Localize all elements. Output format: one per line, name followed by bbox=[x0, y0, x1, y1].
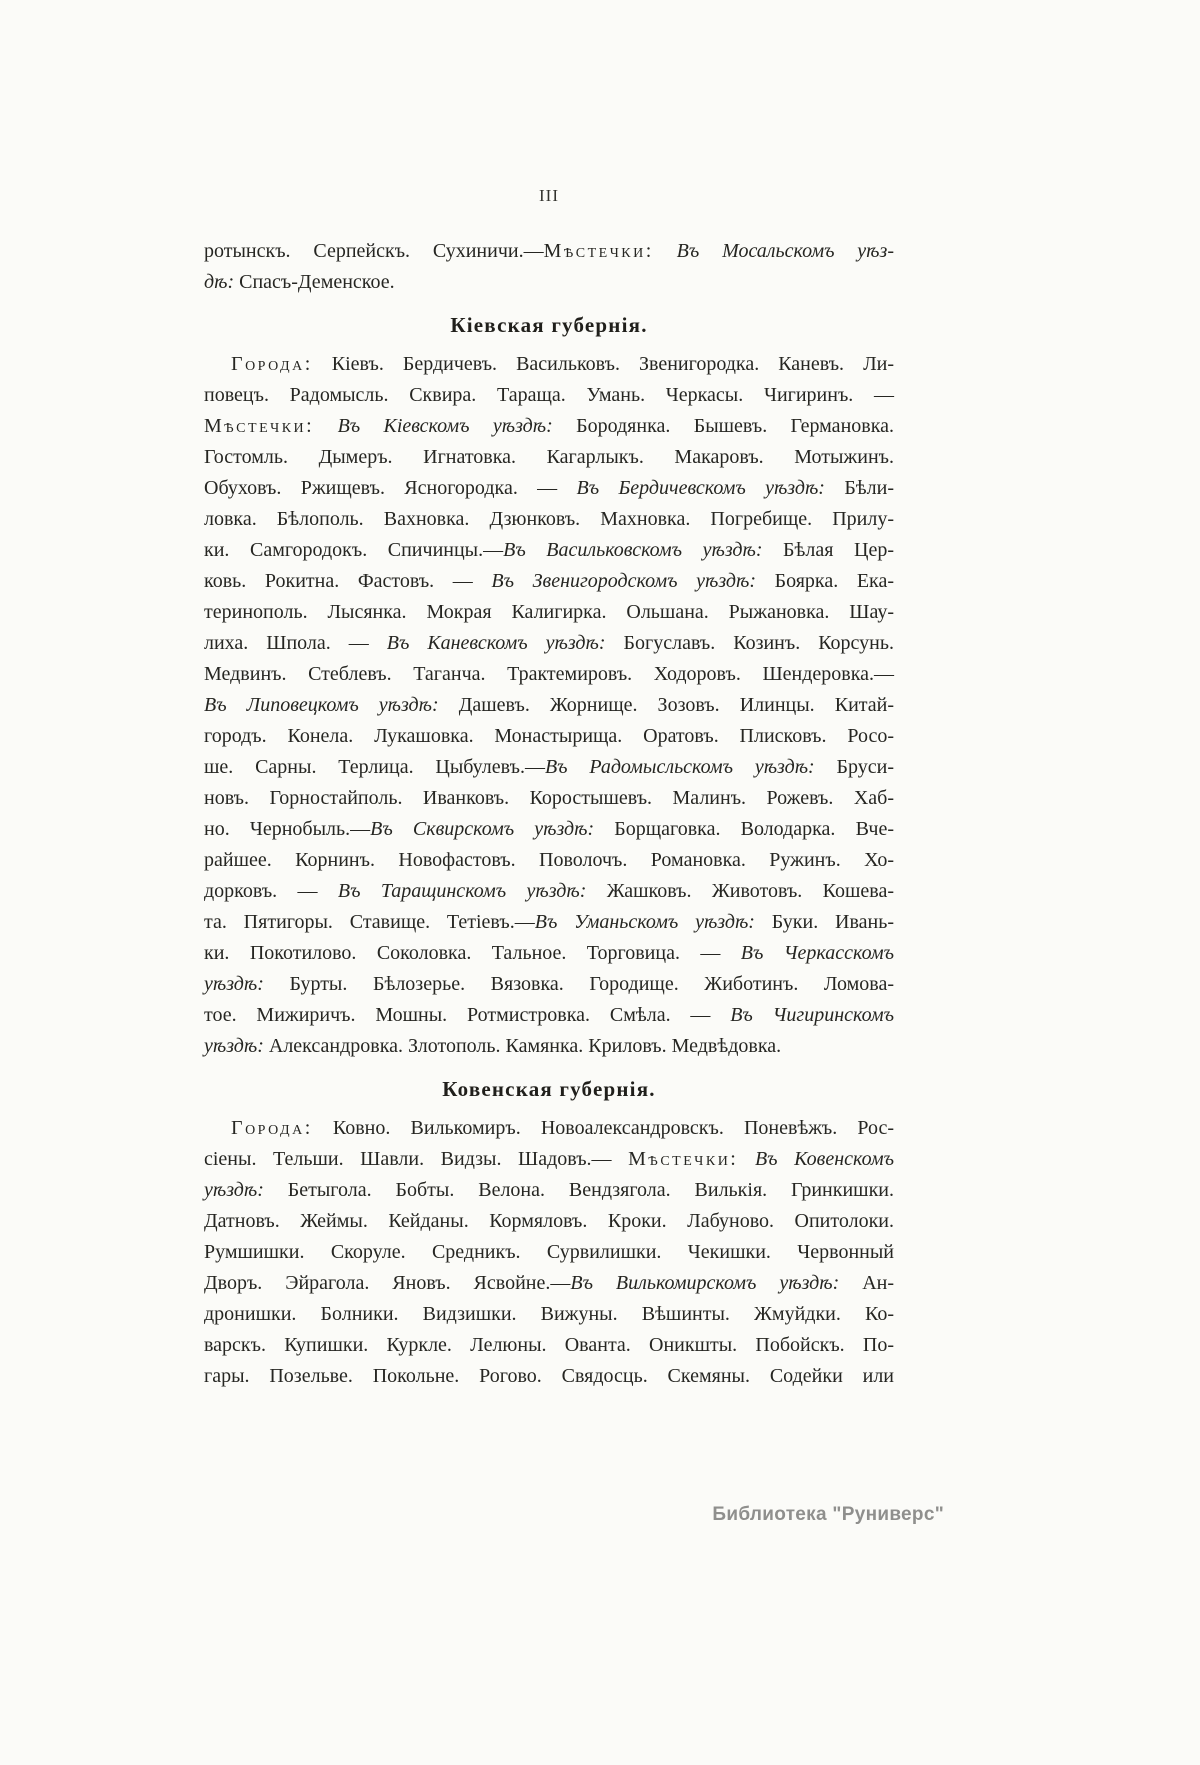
uyezd-label: Въ Вилькомирскомъ уѣздѣ: bbox=[570, 1272, 840, 1294]
section-heading: Кіевская губернія. bbox=[450, 313, 648, 337]
text-segment: дорковъ. — bbox=[204, 880, 338, 902]
text-line bbox=[204, 1031, 894, 1062]
text-line bbox=[204, 907, 894, 938]
uyezd-label: Въ Сквирскомъ уѣздѣ: bbox=[370, 818, 595, 840]
uyezd-label: Въ Радомысльскомъ уѣздѣ: bbox=[544, 756, 815, 778]
text-segment: Медвинъ. Стеблевъ. Таганча. Трактемировъ. Ходоровъ. Шендеровка.— bbox=[204, 663, 894, 685]
text-line bbox=[204, 442, 894, 473]
library-watermark: Библиотека "Руниверс" bbox=[712, 1504, 944, 1525]
text-segment: Румшишки. Скоруле. Средникъ. Сурвилишки. Чекишки. Червонный bbox=[204, 1241, 894, 1263]
text-segment: Александровка. Злотополь. Камянка. Криловъ. Медвѣдовка. bbox=[263, 1035, 782, 1057]
text-segment: Бѣлая Цер- bbox=[762, 539, 894, 561]
text-line bbox=[204, 1144, 894, 1175]
text-line bbox=[204, 659, 894, 690]
text-segment: лиха. Шпола. — bbox=[204, 632, 387, 654]
text-line bbox=[204, 1299, 894, 1330]
page-body bbox=[204, 236, 894, 1392]
text-segment: Кіевъ. Бердичевъ. Васильковъ. Звенигородка. Каневъ. Ли- bbox=[312, 353, 894, 375]
text-line bbox=[204, 1113, 894, 1144]
text-line bbox=[204, 814, 894, 845]
text-segment: Дворъ. Эйрагола. Яновъ. Ясвойне.— bbox=[204, 1272, 571, 1294]
text-segment: сіены. Тельши. Шавли. Видзы. Шадовъ.— bbox=[204, 1148, 629, 1170]
text-line bbox=[204, 1175, 894, 1206]
text-line bbox=[204, 380, 894, 411]
text-segment: Боярка. Ека- bbox=[756, 570, 894, 592]
text-line bbox=[204, 349, 894, 380]
text-segment: райшее. Корнинъ. Новофастовъ. Поволочъ. Романовка. Ружинъ. Хо- bbox=[204, 849, 894, 871]
paragraph bbox=[204, 1113, 894, 1392]
text-line bbox=[204, 473, 894, 504]
text-segment: Богуславъ. Козинъ. Корсунь. bbox=[605, 632, 894, 654]
text-segment: ки. Самгородокъ. Спичинцы.— bbox=[204, 539, 504, 561]
uyezd-label: Въ Ковенскомъ bbox=[754, 1148, 895, 1170]
text-line bbox=[204, 1268, 894, 1299]
uyezd-label: уѣздѣ: bbox=[204, 1179, 264, 1201]
text-segment: ковь. Рокитна. Фастовъ. — bbox=[204, 570, 492, 592]
uyezd-label: Въ Каневскомъ уѣздѣ: bbox=[386, 632, 606, 654]
text-line bbox=[204, 690, 894, 721]
text-segment: городъ. Конела. Лукашовка. Монастырища. Оратовъ. Плисковъ. Росо- bbox=[204, 725, 894, 747]
text-line bbox=[204, 628, 894, 659]
text-line bbox=[204, 411, 894, 442]
text-line bbox=[204, 267, 894, 298]
uyezd-label: Въ Кіевскомъ уѣздѣ: bbox=[337, 415, 553, 437]
uyezd-label: Въ Уманьскомъ уѣздѣ: bbox=[534, 911, 755, 933]
text-segment bbox=[314, 415, 337, 437]
text-line bbox=[204, 1330, 894, 1361]
text-segment: ловка. Бѣлополь. Вахновка. Дзюнковъ. Махновка. Погребище. Прилу- bbox=[204, 508, 894, 530]
text-segment: тое. Мижиричъ. Мошны. Ротмистровка. Смѣла. — bbox=[204, 1004, 731, 1026]
text-segment: Борщаговка. Володарка. Вче- bbox=[594, 818, 895, 840]
uyezd-label: уѣздѣ: bbox=[204, 1035, 264, 1057]
text-segment: ше. Сарны. Терлица. Цыбулевъ.— bbox=[204, 756, 545, 778]
text-segment bbox=[654, 240, 677, 262]
text-segment: новъ. Горностайполь. Иванковъ. Коростышевъ. Малинъ. Рожевъ. Хаб- bbox=[204, 787, 894, 809]
text-line bbox=[204, 566, 894, 597]
text-line bbox=[204, 783, 894, 814]
text-segment: Спасъ-Деменское. bbox=[234, 271, 395, 293]
text-segment: Обуховъ. Ржищевъ. Ясногородка. — bbox=[204, 477, 577, 499]
text-line bbox=[204, 969, 894, 1000]
text-line bbox=[204, 721, 894, 752]
text-segment: Гостомль. Дымеръ. Игнатовка. Кагарлыкъ. Макаровъ. Мотыжинъ. bbox=[204, 446, 894, 468]
text-segment: но. Чернобыль.— bbox=[204, 818, 371, 840]
uyezd-label: Въ Черкасскомъ bbox=[740, 942, 894, 964]
text-segment: Бруси- bbox=[814, 756, 894, 778]
text-segment: Бетыгола. Бобты. Велона. Вендзягола. Вилькія. Гринкишки. bbox=[263, 1179, 894, 1201]
uyezd-label: уѣздѣ: bbox=[204, 973, 264, 995]
text-segment: та. Пятигоры. Ставище. Тетіевъ.— bbox=[204, 911, 535, 933]
text-segment: Бурты. Бѣлозерье. Вязовка. Городище. Жиботинъ. Ломова- bbox=[263, 973, 894, 995]
text-line bbox=[204, 1000, 894, 1031]
text-segment: теринополь. Лысянка. Мокрая Калигирка. Ольшана. Рыжановка. Шау- bbox=[204, 601, 894, 623]
text-segment: ки. Покотилово. Соколовка. Тальное. Торговица. — bbox=[204, 942, 741, 964]
text-line bbox=[204, 938, 894, 969]
text-line bbox=[204, 597, 894, 628]
text-line bbox=[204, 1361, 894, 1392]
section-heading: Ковенская губернія. bbox=[442, 1077, 656, 1101]
text-column bbox=[204, 186, 894, 1392]
text-segment: варскъ. Купишки. Куркле. Лелюны. Ованта. Оникшты. Побойскъ. По- bbox=[204, 1334, 894, 1356]
uyezd-label: Въ Бердичевскомъ уѣздѣ: bbox=[576, 477, 825, 499]
text-line bbox=[204, 504, 894, 535]
text-line bbox=[204, 845, 894, 876]
text-line bbox=[204, 876, 894, 907]
text-segment: Ковно. Вилькомиръ. Новоалександровскъ. Поневѣжъ. Рос- bbox=[312, 1117, 894, 1139]
text-segment: Жашковъ. Животовъ. Кошева- bbox=[586, 880, 894, 902]
text-segment: Города: bbox=[231, 1117, 313, 1139]
text-segment: Мѣстечки: bbox=[204, 415, 315, 437]
uyezd-label: Въ Звенигородскомъ уѣздѣ: bbox=[491, 570, 756, 592]
text-line bbox=[204, 535, 894, 566]
text-line bbox=[204, 752, 894, 783]
paragraph bbox=[204, 349, 894, 1062]
uyezd-label: дѣ: bbox=[204, 271, 235, 293]
text-segment: ротынскъ. Серпейскъ. Сухиничи.— bbox=[204, 240, 544, 262]
text-segment: Бѣли- bbox=[824, 477, 894, 499]
text-segment bbox=[738, 1148, 755, 1170]
text-line bbox=[204, 236, 894, 267]
text-line bbox=[204, 1237, 894, 1268]
uyezd-label: Въ Васильковскомъ уѣздѣ: bbox=[503, 539, 763, 561]
uyezd-label: Въ Мосальскомъ уѣз- bbox=[676, 240, 894, 262]
text-segment: Мѣстечки: bbox=[543, 240, 654, 262]
text-segment: дронишки. Болники. Видзишки. Вижуны. Вѣшинты. Жмуйдки. Ко- bbox=[204, 1303, 894, 1325]
text-segment: Города: bbox=[231, 353, 313, 375]
text-segment: гары. Позельве. Покольне. Рогово. Свядосць. Скемяны. Содейки или bbox=[204, 1365, 894, 1387]
text-line bbox=[204, 1206, 894, 1237]
uyezd-label: Въ Чигиринскомъ bbox=[730, 1004, 894, 1026]
uyezd-label: Въ Липовецкомъ уѣздѣ: bbox=[204, 694, 439, 716]
text-segment: Ан- bbox=[839, 1272, 895, 1294]
text-segment: повецъ. Радомысль. Сквира. Тараща. Умань. Черкасы. Чигиринъ. — bbox=[204, 384, 894, 406]
paragraph bbox=[204, 236, 894, 298]
text-segment: Мѣстечки: bbox=[628, 1148, 739, 1170]
text-segment: Дашевъ. Жорнище. Зозовъ. Илинцы. Китай- bbox=[438, 694, 894, 716]
text-segment: Буки. Ивань- bbox=[754, 911, 895, 933]
text-segment: Датновъ. Жеймы. Кейданы. Кормяловъ. Кроки. Лабуново. Опитолоки. bbox=[204, 1210, 894, 1232]
text-segment: Бородянка. Бышевъ. Германовка. bbox=[552, 415, 895, 437]
uyezd-label: Въ Таращинскомъ уѣздѣ: bbox=[337, 880, 587, 902]
page-number: III bbox=[539, 186, 559, 205]
